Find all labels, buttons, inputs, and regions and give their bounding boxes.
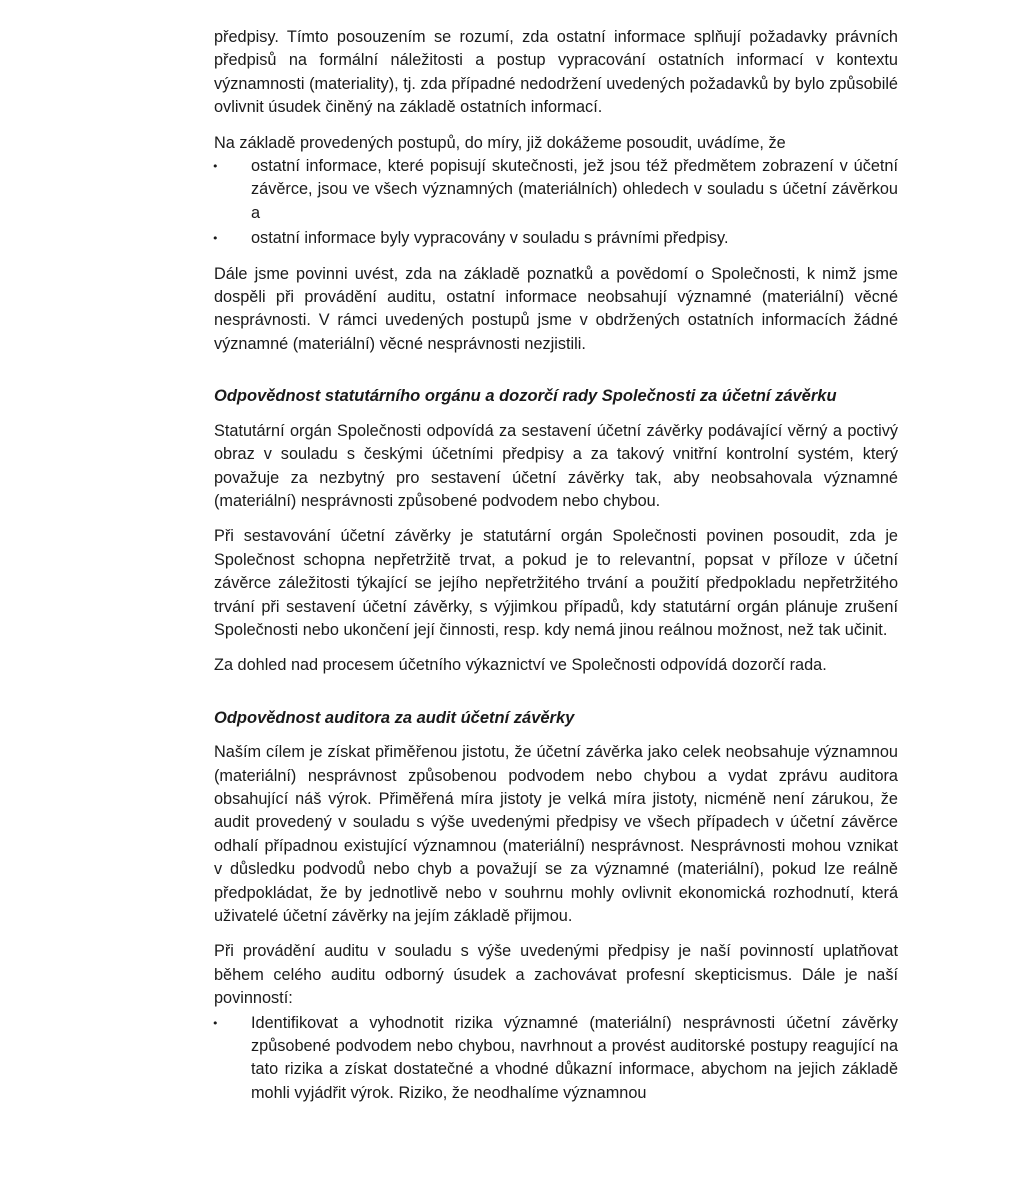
list-item: [214, 1012, 898, 1106]
paragraph-intro: předpisy. Tímto posouzením se rozumí, zda ostatní informace splňují požadavky právních předpisů na formální náležitosti a postup vypracování ostatních informací v kontextu významnosti (materiality), tj. zda případné nedodržení uvedených požadavků by bylo způsobilé ovlivnit úsudek činěný na základě ostatních informací.: [214, 28, 898, 117]
bullet-icon: •: [212, 232, 219, 246]
bullet-icon: •: [212, 1016, 219, 1030]
findings-list: [214, 155, 898, 251]
paragraph-statutory-1: Statutární orgán Společnosti odpovídá za sestavení účetní závěrky podávající věrný a poctivý obraz v souladu s českými účetními předpisy a za takový vnitřní kontrolní systém, který považuje za nezbytný pro sestavení účetní závěrky tak, aby neobsahovala významné (materiální) nesprávnosti způsobené podvodem nebo chybou.: [214, 421, 898, 510]
list-item-text: Identifikovat a vyhodnotit rizika významné (materiální) nesprávnosti účetní závěrky způsobené podvodem nebo chybou, navrhnout a provést auditorské postupy reagující na tato rizika a získat dostatečné a vhodné důkazní informace, abychom na jejich základě mohli vyjádřit výrok. Riziko, že neodhalíme významnou: [251, 1013, 898, 1102]
paragraph-statutory-3: Za dohled nad procesem účetního výkaznictví ve Společnosti odpovídá dozorčí rada.: [214, 656, 827, 675]
list-item-text: ostatní informace byly vypracovány v souladu s právními předpisy.: [251, 229, 729, 248]
paragraph-auditor-2: Při provádění auditu v souladu s výše uvedenými předpisy je naší povinností uplatňovat během celého auditu odborný úsudek a zachovávat profesní skepticismus. Dále je naší povinností:: [214, 942, 898, 1008]
document-body: [214, 26, 898, 1105]
paragraph-statutory-2: Při sestavování účetní závěrky je statutární orgán Společnosti povinen posoudit, zda je Společnost schopna nepřetržitě trvat, a pokud je to relevantní, popsat v příloze v účetní závěrce záležitosti týkající se jejího nepřetržitého trvání a použití předpokladu nepřetržitého trvání při sestavení účetní závěrky, s výjimkou případů, kdy statutární orgán plánuje zrušení Společnosti nebo ukončení její činnosti, resp. kdy nemá jinou reálnou možnost, než tak učinit.: [214, 527, 898, 639]
paragraph-auditor-1: Naším cílem je získat přiměřenou jistotu, že účetní závěrka jako celek neobsahuje významnou (materiální) nesprávnost způsobenou podvodem nebo chybou a vydat zprávu auditora obsahující náš výrok. Přiměřená míra jistoty je velká míra jistoty, nicméně není zárukou, že audit provedený v souladu s výše uvedenými předpisy ve všech případech v účetní závěrce odhalí případnou existující významnou (materiální) nesprávnost. Nesprávnosti mohou vznikat v důsledku podvodů nebo chyb a považují se za významné (materiální), pokud lze reálně předpokládat, že by jednotlivě nebo v souhrnu mohly ovlivnit ekonomická rozhodnutí, která uživatelé účetní závěrky na jejím základě přijmou.: [214, 743, 898, 925]
duties-list: [214, 1012, 898, 1106]
list-item: [214, 155, 898, 225]
paragraph-based-on-procedures: Na základě provedených postupů, do míry, již dokážeme posoudit, uvádíme, že: [214, 133, 786, 152]
section-heading-auditor: Odpovědnost auditora za audit účetní závěrky: [214, 708, 575, 727]
bullet-icon: •: [212, 160, 219, 174]
list-item: [214, 227, 898, 250]
section-heading-statutory: Odpovědnost statutárního orgánu a dozorčí rady Společnosti za účetní závěrku: [214, 387, 837, 406]
paragraph-further-duty: Dále jsme povinni uvést, zda na základě poznatků a povědomí o Společnosti, k nimž jsme dospěli při provádění auditu, ostatní informace neobsahují významné (materiální) věcné nesprávnosti. V rámci uvedených postupů jsme v obdržených ostatních informacích žádné významné (materiální) věcné nesprávnosti nezjistili.: [214, 264, 898, 353]
list-item-text: ostatní informace, které popisují skutečnosti, jež jsou též předmětem zobrazení v účetní závěrce, jsou ve všech významných (materiálních) ohledech v souladu s účetní závěrkou a: [251, 157, 898, 222]
